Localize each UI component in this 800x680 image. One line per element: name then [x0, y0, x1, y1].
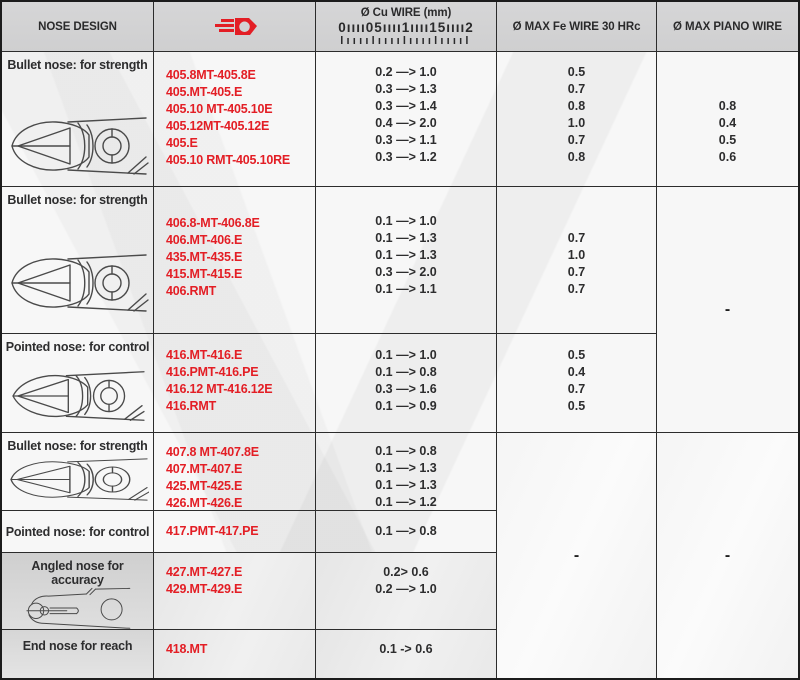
nose-cell-s4	[2, 433, 154, 511]
cu-range: 0.1 —> 1.3	[375, 248, 437, 262]
fe-value: 0.7	[567, 265, 586, 279]
model-code: 405.8MT-405.8E	[166, 68, 256, 82]
fe-value: 0.5	[567, 348, 586, 362]
fe-cell-s3	[497, 334, 657, 433]
fe-cell-s2	[497, 187, 657, 334]
bullet-nose-drawing-icon	[7, 453, 149, 506]
cu-wire-title: Ø Cu WIRE (mm)	[360, 6, 452, 19]
model-code: 425.MT-425.E	[166, 479, 243, 493]
header-piano-wire	[657, 2, 798, 52]
cu-ruler-ticks: lıııılıııılıııılııııl	[340, 34, 472, 47]
piano-merged-cell-s4-s7	[657, 433, 798, 678]
cu-range: 0.3 —> 2.0	[375, 265, 437, 279]
header-cu-wire	[316, 2, 497, 52]
brand-logo-icon	[213, 17, 257, 37]
fe-merged-dash: -	[573, 546, 580, 564]
model-code: 416.RMT	[166, 399, 217, 413]
fe-merged-cell-s4-s7	[497, 433, 657, 678]
model-code: 405.12MT-405.12E	[166, 119, 270, 133]
cu-cell-s7	[316, 630, 497, 678]
fe-value: 0.5	[567, 65, 586, 79]
cu-range: 0.1 —> 0.8	[375, 444, 437, 458]
cu-cell-s4	[316, 433, 497, 511]
nose-cell-s3	[2, 334, 154, 433]
models-cell-s1	[154, 52, 316, 187]
cu-range: 0.1 —> 1.3	[375, 231, 437, 245]
nose-label-s6: Angled nose for accuracy	[31, 559, 124, 587]
cu-range: 0.2> 0.6	[383, 565, 429, 579]
models-cell-s7	[154, 630, 316, 678]
fe-value: 0.7	[567, 82, 586, 96]
cu-range: 0.3 —> 1.3	[375, 82, 437, 96]
cu-range: 0.3 —> 1.6	[375, 382, 437, 396]
piano-cell-s1	[657, 52, 798, 187]
models-cell-s3	[154, 334, 316, 433]
piano-value: 0.5	[718, 133, 737, 147]
piano-merged-dash: -	[724, 300, 731, 318]
cu-cell-s2	[316, 187, 497, 334]
model-code: 426.MT-426.E	[166, 496, 243, 510]
cu-range: 0.1 —> 1.0	[375, 348, 437, 362]
nose-label-s7: End nose for reach	[22, 639, 133, 653]
bullet-nose-drawing-icon	[7, 247, 149, 319]
header-fe-wire-label: Ø MAX Fe WIRE 30 HRc	[512, 20, 641, 33]
nose-label-s5: Pointed nose: for control	[5, 524, 150, 539]
cu-range: 0.1 —> 1.0	[375, 214, 437, 228]
nose-cell-s2	[2, 187, 154, 334]
nose-label-s3: Pointed nose: for control	[5, 340, 150, 354]
models-cell-s6	[154, 553, 316, 630]
model-code: 418.MT	[166, 642, 208, 656]
cu-cell-s3	[316, 334, 497, 433]
cu-cell-s1	[316, 52, 497, 187]
model-code: 407.8 MT-407.8E	[166, 445, 259, 459]
model-code: 406.MT-406.E	[166, 233, 243, 247]
model-code: 406.8-MT-406.8E	[166, 216, 260, 230]
header-brand	[154, 2, 316, 52]
nose-cell-s6	[2, 553, 154, 630]
model-code: 405.MT-405.E	[166, 85, 243, 99]
cu-range: 0.1 -> 0.6	[379, 642, 433, 656]
piano-value	[657, 81, 798, 98]
models-cell-s5	[154, 511, 316, 553]
cu-ruler-scale: 0ıııı05ıııı1ıııı15ıııı2	[338, 19, 474, 35]
model-code: 435.MT-435.E	[166, 250, 243, 264]
piano-value	[657, 64, 798, 81]
fe-value: 1.0	[567, 248, 586, 262]
nose-label-s4: Bullet nose: for strength	[7, 439, 148, 453]
cu-range: 0.1 —> 0.9	[375, 399, 437, 413]
cu-range: 0.1 —> 1.1	[375, 282, 437, 296]
fe-value: 0.7	[567, 231, 586, 245]
model-code: 405.10 MT-405.10E	[166, 102, 273, 116]
cu-range: 0.3 —> 1.1	[375, 133, 437, 147]
nose-label-s1: Bullet nose: for strength	[7, 58, 148, 72]
fe-value: 0.5	[567, 399, 586, 413]
cu-range: 0.2 —> 1.0	[375, 582, 437, 596]
fe-value: 0.7	[567, 133, 586, 147]
fe-value	[497, 213, 656, 230]
piano-value: 0.8	[718, 99, 737, 113]
cu-range: 0.1 —> 0.8	[375, 365, 437, 379]
cu-range: 0.3 —> 1.4	[375, 99, 437, 113]
header-fe-wire	[497, 2, 657, 52]
nose-cell-s5	[2, 511, 154, 553]
piano-value: 0.6	[718, 150, 737, 164]
cu-cell-s6	[316, 553, 497, 630]
fe-value: 0.4	[567, 365, 586, 379]
cu-range: 0.1 —> 1.3	[375, 461, 437, 475]
model-code: 416.PMT-416.PE	[166, 365, 259, 379]
model-code: 405.E	[166, 136, 198, 150]
cu-cell-s5	[316, 511, 497, 553]
fe-cell-s1	[497, 52, 657, 187]
fe-value: 0.7	[567, 282, 586, 296]
cu-range: 0.1 —> 1.3	[375, 478, 437, 492]
header-nose-design-label: NOSE DESIGN	[38, 20, 117, 33]
nose-cell-s7	[2, 630, 154, 678]
model-code: 416.12 MT-416.12E	[166, 382, 273, 396]
nose-label-s2: Bullet nose: for strength	[7, 193, 148, 207]
cu-range: 0.2 —> 1.0	[375, 65, 437, 79]
pointed-nose-drawing-icon	[7, 364, 149, 428]
fe-value: 0.7	[567, 382, 586, 396]
nose-cell-s1	[2, 52, 154, 187]
fe-value: 0.8	[567, 99, 586, 113]
cu-range: 0.1 —> 0.8	[375, 524, 437, 538]
cu-range: 0.1 —> 1.2	[375, 495, 437, 509]
fe-value: 0.8	[567, 150, 586, 164]
angled-nose-drawing-icon	[3, 587, 153, 629]
header-piano-wire-label: Ø MAX PIANO WIRE	[673, 20, 782, 33]
model-code: 415.MT-415.E	[166, 267, 243, 281]
fe-value: 1.0	[567, 116, 586, 130]
model-code: 427.MT-427.E	[166, 565, 243, 579]
cu-range: 0.4 —> 2.0	[375, 116, 437, 130]
piano-merged-dash: -	[724, 546, 731, 564]
cu-range: 0.3 —> 1.2	[375, 150, 437, 164]
model-code: 417.PMT-417.PE	[166, 524, 259, 538]
model-code: 406.RMT	[166, 284, 217, 298]
models-cell-s2	[154, 187, 316, 334]
model-code: 429.MT-429.E	[166, 582, 243, 596]
model-code: 416.MT-416.E	[166, 348, 243, 362]
piano-merged-cell-s2-s3	[657, 187, 798, 433]
model-code: 407.MT-407.E	[166, 462, 243, 476]
header-nose-design	[2, 2, 154, 52]
models-cell-s4	[154, 433, 316, 511]
bullet-nose-drawing-icon	[7, 110, 149, 182]
piano-value: 0.4	[718, 116, 737, 130]
model-code: 405.10 RMT-405.10RE	[166, 153, 291, 167]
